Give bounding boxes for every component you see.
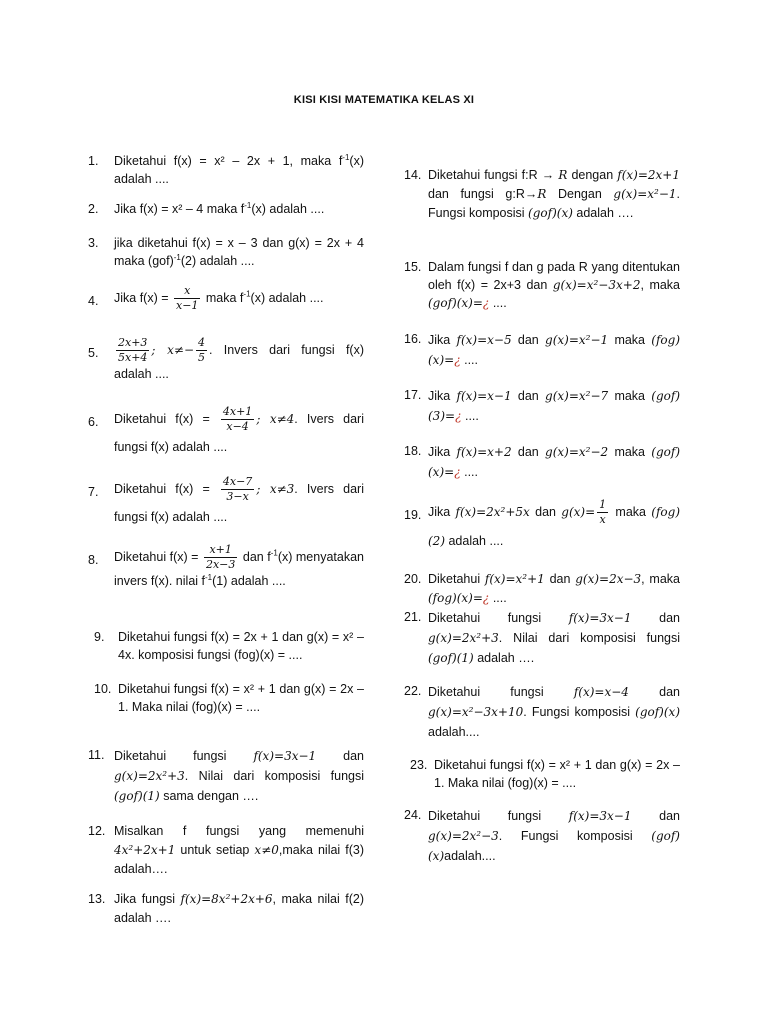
question-number: 4. [88, 294, 99, 308]
question-number: 15. [404, 260, 422, 274]
question-number: 5. [88, 346, 99, 360]
question-20: 20. Diketahui f(x)=x²+1 dan g(x)=2x−3, maka (fog)(x)=¿ .... [404, 572, 680, 605]
question-number: 1. [88, 154, 99, 168]
fraction: $\frac{x}{x-1}$ [176, 284, 199, 312]
fraction: $\frac{4x-7}{3-x}$ [222, 475, 253, 503]
question-number: 23. [410, 758, 428, 772]
question-number: 9. [94, 630, 105, 644]
question-13: 13. Jika fungsi f(x)=8x²+2x+6, maka nilai f(2) adalah …. [88, 892, 364, 925]
question-11: 11. Diketahui fungsi f(x)=3x−1 dan g(x)=2x²+3. Nilai dari komposisi fungsi (gof)(1) sama dengan …. [88, 748, 364, 803]
question-number: 8. [88, 553, 99, 567]
question-1: 1. Diketahui f(x) = x² – 2x + 1, maka $f^{-1}(x)$ adalah .... [88, 152, 364, 186]
question-16: 16. Jika f(x)=x−5 dan g(x)=x²−1 maka (fog)(x)=¿ .... [404, 332, 681, 367]
question-23: 23. Diketahui fungsi f(x) = x² + 1 dan g(x) = 2x – 1. Maka nilai (fog)(x) = .... [410, 758, 680, 790]
question-22: 22. Diketahui fungsi f(x)=x−4 dan g(x)=x²−3x+10. Fungsi komposisi (gof)(x) adalah.... [404, 684, 680, 739]
question-number: 7. [88, 485, 99, 499]
question-number: 2. [88, 202, 99, 216]
question-number: 6. [88, 415, 99, 429]
question-number: 24. [404, 808, 422, 822]
question-number: 16. [404, 332, 422, 346]
question-24: 24. Diketahui fungsi f(x)=3x−1 dan g(x)=2x²−3. Fungsi komposisi (gof)(x)adalah.... [404, 808, 680, 863]
question-8: 8. Diketahui f(x) = $\frac{x+1}{2x-3}$ dan $f^{-1}(x)$ menyatakan invers f(x). nilai $f^{-1}(1)$ adalah .... [88, 543, 364, 588]
page-title: KISI KISI MATEMATIKA KELAS XI [293, 94, 475, 106]
question-number: 22. [404, 684, 422, 698]
question-7: 7. Diketahui f(x) = $\frac{4x-7}{3-x}$ ; x≠3. Ivers dari fungsi f(x) adalah .... [88, 475, 364, 524]
question-number: 21. [404, 610, 422, 624]
question-number: 12. [88, 824, 106, 838]
question-17: 17. Jika f(x)=x−1 dan g(x)=x²−7 maka (gof)(3)=¿ .... [404, 388, 681, 423]
question-14: 14. Diketahui fungsi f:R → R dengan f(x)=2x+1 dan fungsi g:R→R Dengan g(x)=x²−1. Fungsi komposisi (gof)(x) adalah …. [404, 168, 681, 220]
question-15: 15. Dalam fungsi f dan g pada R yang ditentukan oleh f(x) = 2x+3 dan g(x)=x²−3x+2, maka (gof)(x)=¿ .... [404, 260, 681, 310]
question-19: 19. Jika f(x)=2x²+5x dan g(x)= $\frac{1}{x}$ maka (fog)(2) adalah .... [404, 498, 681, 549]
question-21: 21. Diketahui fungsi f(x)=3x−1 dan g(x)=2x²+3. Nilai dari komposisi fungsi (gof)(1) adalah …. [404, 610, 680, 665]
question-2: 2. Jika f(x) = x² – 4 maka $f^{-1}(x)$ adalah .... [88, 200, 325, 216]
fraction: $\frac{4}{5}$ [198, 336, 205, 364]
question-18: 18. Jika f(x)=x+2 dan g(x)=x²−2 maka (gof)(x)=¿ .... [404, 444, 681, 479]
fraction: $\frac{2x+3}{5x+4}$ [118, 336, 148, 364]
question-12: 12. Misalkan f fungsi yang memenuhi 4x²+2x+1 untuk setiap x≠0,maka nilai f(3) adalah…. [88, 824, 364, 876]
question-10: 10. Diketahui fungsi f(x) = x² + 1 dan g(x) = 2x – 1. Maka nilai (fog)(x) = .... [94, 682, 364, 714]
question-number: 10. [94, 682, 112, 696]
question-4: 4. Jika f(x) = $\frac{x}{x-1}$ maka $f^{-1}(x)$ adalah .... [88, 284, 324, 312]
question-number: 11. [88, 748, 105, 762]
question-3: 3. jika diketahui f(x) = x – 3 dan g(x) = 2x + 4 maka (gof)$^{-1}$(2) adalah .... [88, 236, 364, 268]
question-9: 9. Diketahui fungsi f(x) = 2x + 1 dan g(x) = x² – 4x. komposisi fungsi (fog)(x) = .... [94, 630, 364, 662]
question-number: 13. [88, 892, 106, 906]
fraction: $\frac{4x+1}{x-4}$ [222, 405, 253, 433]
question-number: 3. [88, 236, 99, 250]
fraction: $\frac{x+1}{2x-3}$ [205, 543, 236, 571]
question-number: 14. [404, 168, 422, 182]
question-number: 19. [404, 508, 422, 522]
question-number: 18. [404, 444, 422, 458]
question-6: 6. Diketahui f(x) = $\frac{4x+1}{x-4}$ ; x≠4. Ivers dari fungsi f(x) adalah .... [88, 405, 364, 454]
fraction: $\frac{1}{x}$ [599, 498, 607, 527]
question-5: 5. $\frac{2x+3}{5x+4}$ ; x≠− $\frac{4}{5}$ . Invers dari fungsi f(x) adalah .... [88, 336, 365, 381]
question-number: 20. [404, 572, 422, 586]
question-number: 17. [404, 388, 422, 402]
